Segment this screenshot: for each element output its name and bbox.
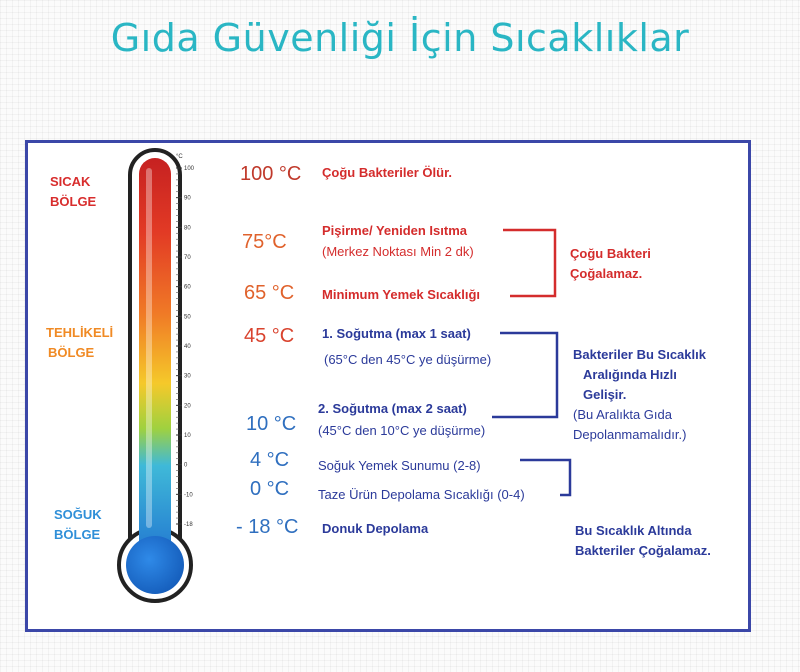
label-10-sub: (45°C den 10°C ye düşürme) [318,423,486,438]
zone-cold-line2: BÖLGE [54,527,101,542]
temp-65: 65 °C [244,282,295,304]
scale-tick-label: -10 [184,492,193,499]
note-blue [573,345,706,445]
temp-0: 0 °C [250,478,290,500]
temp-45: 45 °C [244,325,295,347]
label-minus18: Donuk Depolama [322,521,429,536]
zone-cold-line1: SOĞUK [54,507,102,522]
scale-tick-label: -18 [184,522,193,528]
label-0: Taze Ürün Depolama Sıcaklığı (0-4) [318,487,525,502]
temp-100: 100 °C [240,163,302,185]
label-45: 1. Soğutma (max 1 saat) [322,326,471,341]
note-blue-line4: (Bu Aralıkta Gıda [573,407,672,422]
note-bottom-line1: Bu Sıcaklık Altında [575,523,692,538]
temp-10: 10 °C [246,413,297,435]
page-title: Gıda Güvenliği İçin Sıcaklıklar [110,16,690,60]
scale-tick-label: 70 [184,255,191,261]
label-100: Çoğu Bakteriler Ölür. [322,165,453,180]
note-blue-line3: Gelişir. [583,387,627,402]
scale-tick-label: 60 [184,284,191,291]
label-75-sub: (Merkez Noktası Min 2 dk) [322,244,474,259]
scale-tick-label: 30 [184,373,191,380]
note-red-line1: Çoğu Bakteri [570,246,651,261]
zone-danger-line1: TEHLİKELİ [46,325,114,340]
note-red-line2: Çoğalamaz. [570,266,643,281]
scale-tick-label: 100 [184,166,195,172]
blue-bracket-large [492,333,557,417]
label-75: Pişirme/ Yeniden Isıtma [322,223,467,238]
scale-tick-label: 10 [184,433,191,439]
label-10: 2. Soğutma (max 2 saat) [318,401,467,416]
scale-tick-label: 80 [184,225,191,232]
note-blue-line2: Aralığında Hızlı [583,367,677,382]
zone-danger-line2: BÖLGE [48,345,95,360]
scale-tick-label: 20 [184,403,191,410]
note-blue-line5: Depolanmamalıdır.) [573,427,687,442]
note-bottom-line2: Bakteriler Çoğalamaz. [575,543,711,558]
temp-minus18: - 18 °C [236,516,299,538]
scale-unit: °C [176,154,183,160]
label-4: Soğuk Yemek Sunumu (2-8) [318,458,481,473]
red-bracket [503,230,555,296]
temp-75: 75°C [242,231,287,253]
note-blue-line1: Bakteriler Bu Sıcaklık [573,347,706,362]
label-65: Minimum Yemek Sıcaklığı [322,287,480,302]
zone-hot-line2: BÖLGE [50,194,97,209]
note-red [570,244,651,284]
scale-tick-label: 50 [184,314,191,321]
blue-bracket-small [520,460,570,495]
scale-tick-label: 90 [184,195,191,202]
note-bottom [575,521,711,561]
scale-tick-label: 0 [184,462,188,469]
label-45-sub: (65°C den 45°C ye düşürme) [324,352,492,367]
scale-tick-label: 40 [184,344,191,350]
temp-4: 4 °C [250,449,290,471]
zone-hot-line1: SICAK [50,174,91,189]
